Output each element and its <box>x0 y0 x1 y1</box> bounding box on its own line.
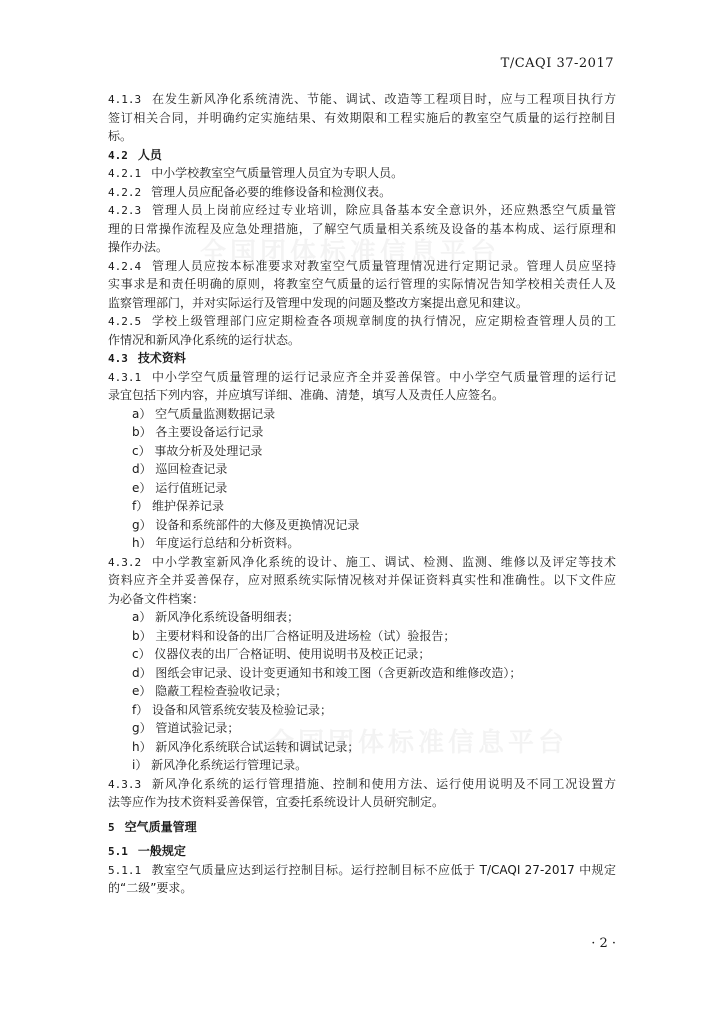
clause-number: 5.1.1 <box>108 863 142 877</box>
text-line <box>108 312 616 331</box>
line-text: i） 新风净化系统运行管理记录。 <box>132 758 308 772</box>
list-item <box>108 534 616 553</box>
list-item <box>108 608 616 627</box>
line-text: 为必备文件档案： <box>108 591 205 606</box>
line-text: g） 管道试验记录； <box>132 721 240 735</box>
list-item <box>108 442 616 461</box>
list-item <box>108 627 616 646</box>
line-text: f） 设备和风管系统安装及检验记录； <box>132 702 333 717</box>
list-item <box>108 516 616 535</box>
line-text: 一般规定 <box>137 844 186 858</box>
text-line <box>108 109 616 128</box>
text-line <box>108 553 616 572</box>
line-text: 人员 <box>137 147 162 162</box>
list-item <box>108 497 616 516</box>
section-heading <box>108 842 616 861</box>
text-line <box>108 164 616 183</box>
line-text: 技术资料 <box>137 351 186 365</box>
line-text: 的“二级”要求。 <box>108 881 193 895</box>
line-text: 新风净化系统的运行管理措施、控制和使用方法、运行使用说明及不同工况设置方 <box>151 776 616 791</box>
clause-number: 4.2.5 <box>108 315 142 328</box>
text-line <box>108 257 616 276</box>
clause-number: 4.1.3 <box>108 93 142 106</box>
list-item <box>108 719 616 738</box>
line-text: e） 运行值班记录 <box>132 480 228 495</box>
clause-number: 4.2.3 <box>108 204 142 217</box>
text-line <box>108 331 616 350</box>
clause-number: 4.3.2 <box>108 555 142 569</box>
list-item <box>108 701 616 720</box>
text-line <box>108 386 616 405</box>
text-line <box>108 294 616 313</box>
list-item <box>108 460 616 479</box>
text-line <box>108 571 616 590</box>
line-text: 监察管理部门，并对实际运行及管理中发现的问题及整改方案提出意见和建议。 <box>108 295 529 310</box>
line-text: g） 设备和系统部件的大修及更换情况记录 <box>132 517 360 532</box>
text-line <box>108 861 616 880</box>
list-item <box>108 682 616 701</box>
line-text: 签订相关合同，并明确约定实施结果、有效期限和工程实施后的教室空气质量的运行控制目 <box>108 110 616 125</box>
line-text: 操作办法。 <box>108 240 169 254</box>
line-text: h） 新风净化系统联合试运转和调试记录； <box>132 739 360 754</box>
list-item <box>108 664 616 683</box>
list-item <box>108 738 616 757</box>
line-text: 在发生新风净化系统清洗、节能、调试、改造等工程项目时，应与工程项目执行方 <box>151 92 616 106</box>
section-heading <box>108 349 616 368</box>
clause-number: 4.3.1 <box>108 370 142 384</box>
line-text: a） 新风净化系统设备明细表； <box>132 610 300 624</box>
document-code: T/CAQI 37-2017 <box>500 56 614 71</box>
text-line <box>108 775 616 794</box>
list-item <box>108 405 616 424</box>
list-item <box>108 423 616 442</box>
line-text: e） 隐蔽工程检查验收记录； <box>132 684 288 698</box>
line-text: f） 维护保养记录 <box>132 499 225 513</box>
text-line <box>108 368 616 387</box>
clause-number: 4.2 <box>108 148 128 162</box>
line-text: d） 图纸会审记录、设计变更通知书和竣工图（含更新改造和维修改造）； <box>132 665 522 680</box>
list-item <box>108 756 616 775</box>
text-line <box>108 793 616 812</box>
line-text: 中小学校教室空气质量管理人员宜为专职人员。 <box>151 166 404 180</box>
line-text: 法等应作为技术资料妥善保管，宜委托系统设计人员研究制定。 <box>108 795 445 809</box>
line-text: a） 空气质量监测数据记录 <box>132 406 276 421</box>
line-text: h） 年度运行总结和分析资料。 <box>132 536 300 550</box>
line-text: 中小学教室新风净化系统的设计、施工、调试、检测、监测、维修以及评定等技术 <box>151 554 616 569</box>
line-text: 学校上级管理部门应定期检查各项规章制度的执行情况，应定期检查管理人员的工 <box>151 314 616 328</box>
clause-number: 4.2.2 <box>108 185 142 199</box>
clause-number: 4.3.3 <box>108 777 142 791</box>
line-text: 教室空气质量应达到运行控制目标。运行控制目标不应低于 T/CAQI 27-2017 中规定 <box>151 862 616 877</box>
text-line <box>108 127 616 146</box>
text-line <box>108 590 616 609</box>
section-heading <box>108 146 616 165</box>
text-line <box>108 90 616 109</box>
line-text: 录宜包括下列内容，并应填写详细、准确、清楚，填写人及责任人应签名。 <box>108 388 505 402</box>
text-line <box>108 201 616 220</box>
line-text: c） 事故分析及处理记录 <box>132 443 263 458</box>
clause-number: 5.1 <box>108 845 128 858</box>
document-body <box>108 90 616 898</box>
list-item <box>108 479 616 498</box>
text-line <box>108 879 616 898</box>
page-number: · 2 · <box>591 936 616 951</box>
line-text: d） 巡回检查记录 <box>132 462 228 476</box>
line-text: 中小学空气质量管理的运行记录应齐全并妥善保管。中小学空气质量管理的运行记 <box>151 369 616 384</box>
line-text: c） 仪器仪表的出厂合格证明、使用说明书及校正记录； <box>132 647 431 661</box>
text-line <box>108 238 616 257</box>
line-text: 管理人员上岗前应经过专业培训，除应具备基本安全意识外，还应熟悉空气质量管 <box>151 203 616 217</box>
line-text: b） 各主要设备运行记录 <box>132 425 264 439</box>
text-line <box>108 220 616 239</box>
text-line <box>108 275 616 294</box>
line-text: 实事求是和责任明确的原则，将教室空气质量的运行管理的实际情况告知学校相关责任人及 <box>108 277 616 291</box>
line-text: 资料应齐全并妥善保存，应对照系统实际情况核对并保证资料真实性和准确性。以下文件应 <box>108 573 616 587</box>
text-line <box>108 183 616 202</box>
clause-number: 4.2.4 <box>108 259 142 273</box>
clause-number: 4.2.1 <box>108 167 142 180</box>
line-text: 作情况和新风净化系统的运行状态。 <box>108 332 301 347</box>
line-text: 管理人员应按本标准要求对教室空气质量管理情况进行定期记录。管理人员应坚持 <box>151 258 616 273</box>
line-text: b） 主要材料和设备的出厂合格证明及进场检（试）验报告； <box>132 628 456 643</box>
list-item <box>108 645 616 664</box>
line-text: 管理人员应配备必要的维修设备和检测仪表。 <box>151 184 392 199</box>
clause-number: 4.3 <box>108 352 128 365</box>
line-text: 理的日常操作流程及应急处理措施，了解空气质量相关系统及设备的基本构成、运行原理和 <box>108 221 616 236</box>
line-text: 标。 <box>108 129 133 143</box>
line-text: 空气质量管理 <box>124 819 197 834</box>
clause-number: 5 <box>108 820 115 834</box>
section-heading <box>108 818 616 837</box>
